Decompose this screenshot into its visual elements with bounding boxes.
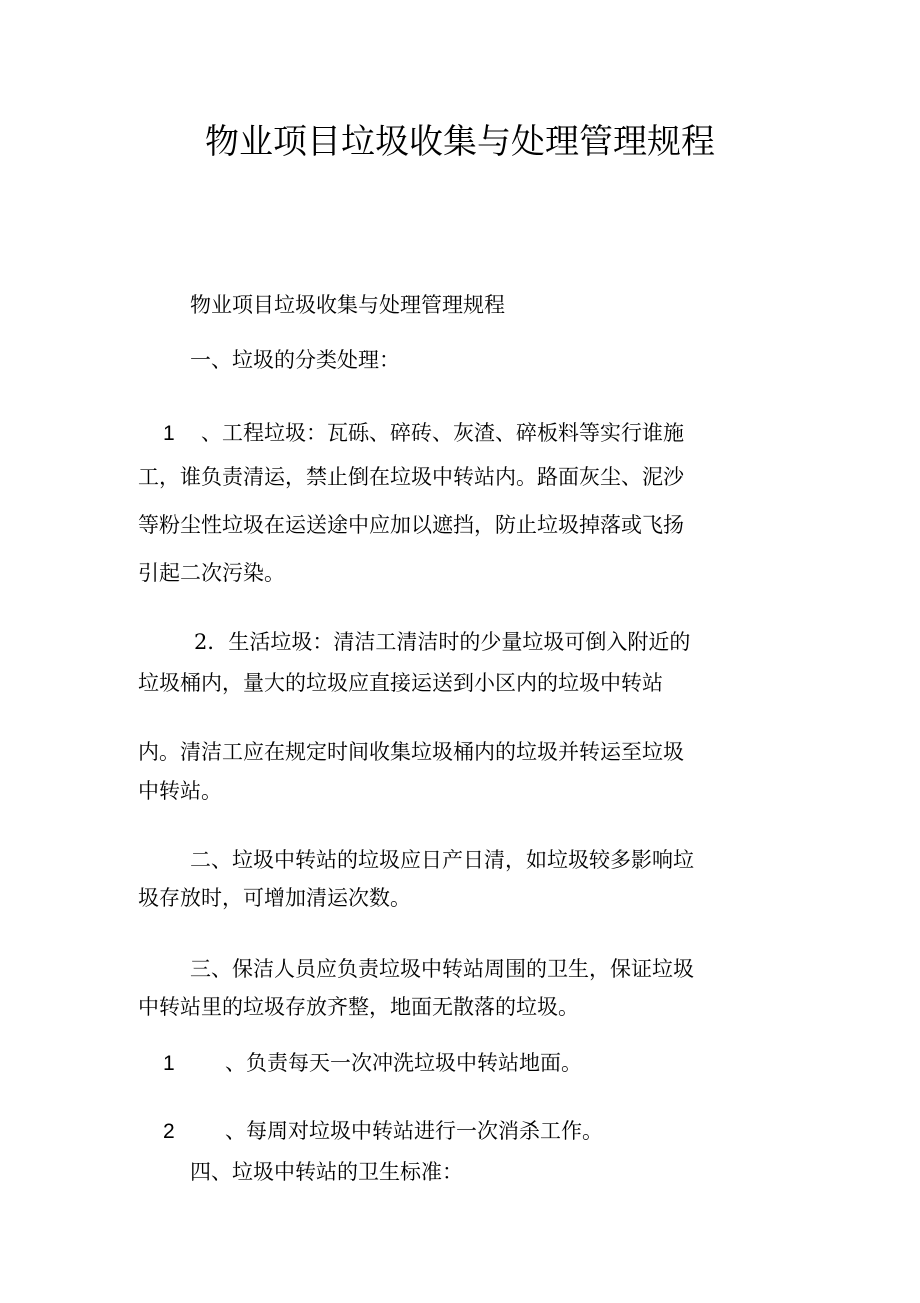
sub2-line [163,1116,603,1147]
section2-line1: 二、垃圾中转站的垃圾应日产日清，如垃圾较多影响垃 [190,848,694,872]
sub2-text: 、每周对垃圾中转站进行一次消杀工作。 [225,1119,603,1143]
item1-line1-text: 、工程垃圾：瓦砾、碎砖、灰渣、碎板料等实行谁施 [201,421,684,445]
sub1-line [163,1048,582,1079]
item2-line2: 垃圾桶内，量大的垃圾应直接运送到小区内的垃圾中转站 [138,671,663,695]
item1-line3: 等粉尘性垃圾在运送途中应加以遮挡，防止垃圾掉落或飞扬 [138,513,684,537]
item2-line1: 2．生活垃圾：清洁工清洁时的少量垃圾可倒入附近的 [194,630,691,654]
item2-line4: 中转站。 [138,779,222,803]
sub1-number: 1 [163,1052,175,1075]
item2-line3: 内。清洁工应在规定时间收集垃圾桶内的垃圾并转运至垃圾 [138,740,684,764]
section3-line2: 中转站里的垃圾存放齐整，地面无散落的垃圾。 [138,995,579,1019]
document-subtitle: 物业项目垃圾收集与处理管理规程 [190,293,505,317]
item1-line2: 工，谁负责清运，禁止倒在垃圾中转站内。路面灰尘、泥沙 [138,465,684,489]
item1-number: 1 [163,422,175,445]
item1-line1 [163,418,684,449]
sub2-number: 2 [163,1120,175,1143]
item1-line4: 引起二次污染。 [138,561,285,585]
section3-line1: 三、保洁人员应负责垃圾中转站周围的卫生，保证垃圾 [190,957,694,981]
section4-heading: 四、垃圾中转站的卫生标准： [190,1160,463,1184]
section2-line2: 圾存放时，可增加清运次数。 [138,886,411,910]
sub1-text: 、负责每天一次冲洗垃圾中转站地面。 [225,1051,582,1075]
section1-heading: 一、垃圾的分类处理： [190,348,400,372]
document-title: 物业项目垃圾收集与处理管理规程 [205,122,715,162]
